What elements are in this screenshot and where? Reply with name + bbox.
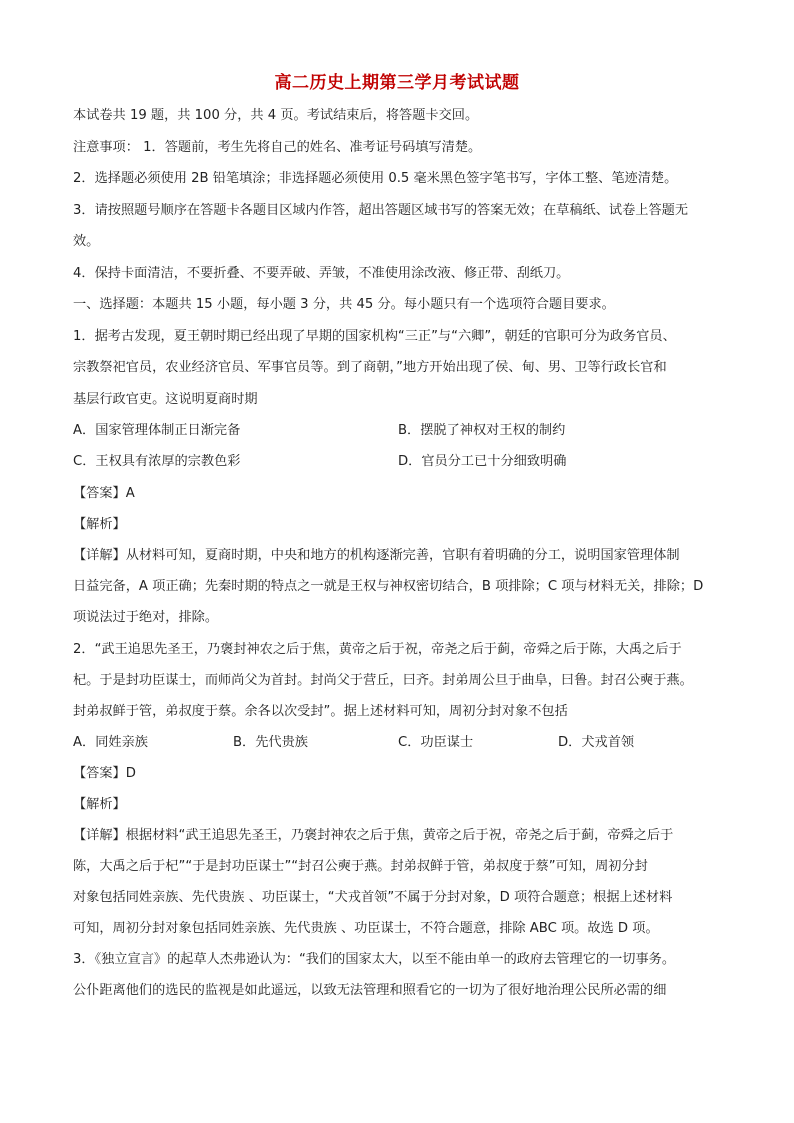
q3-stem-line: 3．《独立宣言》的起草人杰弗逊认为：“我们的国家太大，以至不能由单一的政府去管理它的一切事务。 <box>73 952 676 967</box>
intro-line: 2．选择题必须使用 2B 铅笔填涂；非选择题必须使用 0.5 毫米黑色签字笔书写，字体工整、笔迹清楚。 <box>73 171 678 186</box>
q2-detail-line: 陈，大禹之后于杞”“于是封功臣谋士”“封召公奭于燕。封弟叔鲜于管，弟叔度于蔡”可知，周初分封 <box>73 859 648 874</box>
q1-option-c: C．王权具有浓厚的宗教色彩 <box>73 454 241 469</box>
intro-line: 效。 <box>73 234 100 249</box>
q2-analysis-label: 【解析】 <box>73 797 126 812</box>
q1-stem-line: 宗教祭祀官员，农业经济官员、军事官员等。到了商朝，”地方开始出现了侯、甸、男、卫等行政长官和 <box>73 360 667 375</box>
q1-detail-line: 日益完备，A 项正确；先秦时期的特点之一就是王权与神权密切结合，B 项排除；C 项与材料无关，排除；D <box>73 579 704 594</box>
q2-option-c: C．功臣谋士 <box>398 735 474 750</box>
q2-stem-line: 封弟叔鲜于管，弟叔度于蔡。余各以次受封”。据上述材料可知，周初分封对象不包括 <box>73 704 568 719</box>
q1-detail-line: 【详解】从材料可知，夏商时期，中央和地方的机构逐渐完善，官职有着明确的分工，说明国家管理体制 <box>73 548 680 563</box>
q3-stem-line: 公仆距离他们的选民的监视是如此遥远，以致无法管理和照看它的一切为了很好地治理公民所必需的细 <box>73 983 667 998</box>
intro-line: 4．保持卡面清洁，不要折叠、不要弄破、弄皱，不准使用涂改液、修正带、刮纸刀。 <box>73 266 570 281</box>
q1-option-a: A．国家管理体制正日渐完备 <box>73 423 241 438</box>
section-heading: 一、选择题：本题共 15 小题，每小题 3 分，共 45 分。每小题只有一个选项符合题目要求。 <box>73 297 615 312</box>
q2-detail-line: 可知，周初分封对象包括同姓亲族、先代贵族 、功臣谋士，不符合题意，排除 ABC 项。故选 D 项。 <box>73 921 659 936</box>
q2-stem-line: 2．“武王追思先圣王，乃褒封神农之后于焦，黄帝之后于祝，帝尧之后于蓟，帝舜之后于陈，大禹之后于 <box>73 642 682 657</box>
q1-stem-line: 1．据考古发现，夏王朝时期已经出现了早期的国家机构“三正”与“六卿”，朝廷的官职可分为政务官员、 <box>73 329 676 344</box>
q1-detail-line: 项说法过于绝对，排除。 <box>73 610 219 625</box>
q1-analysis-label: 【解析】 <box>73 517 126 532</box>
intro-line: 注意事项： 1．答题前，考生先将自己的姓名、准考证号码填写清楚。 <box>73 140 482 155</box>
intro-line: 3．请按照题号顺序在答题卡各题目区域内作答，超出答题区域书写的答案无效；在草稿纸、试卷上答题无 <box>73 203 689 218</box>
q2-option-d: D．犬戎首领 <box>558 735 635 750</box>
intro-line: 本试卷共 19 题，共 100 分，共 4 页。考试结束后，将答题卡交回。 <box>73 108 479 123</box>
q2-stem-line: 杞。于是封功臣谋士，而师尚父为首封。封尚父于营丘，曰齐。封弟周公旦于曲阜，曰鲁。封召公奭于燕。 <box>73 673 693 688</box>
q2-detail-line: 对象包括同姓亲族、先代贵族 、功臣谋士，“犬戎首领”不属于分封对象，D 项符合题意；根据上述材料 <box>73 890 673 905</box>
q2-answer: 【答案】D <box>73 766 136 781</box>
page-title: 高二历史上期第三学月考试试题 <box>274 73 520 93</box>
q2-option-a: A．同姓亲族 <box>73 735 148 750</box>
q2-option-b: B．先代贵族 <box>233 735 308 750</box>
q1-answer: 【答案】A <box>73 486 135 501</box>
q2-detail-line: 【详解】根据材料“武王追思先圣王，乃褒封神农之后于焦，黄帝之后于祝，帝尧之后于蓟，帝舜之后于 <box>73 828 674 843</box>
q1-stem-line: 基层行政官吏。这说明夏商时期 <box>73 392 258 407</box>
q1-option-d: D．官员分工已十分细致明确 <box>398 454 567 469</box>
q1-option-b: B．摆脱了神权对王权的制约 <box>398 423 566 438</box>
